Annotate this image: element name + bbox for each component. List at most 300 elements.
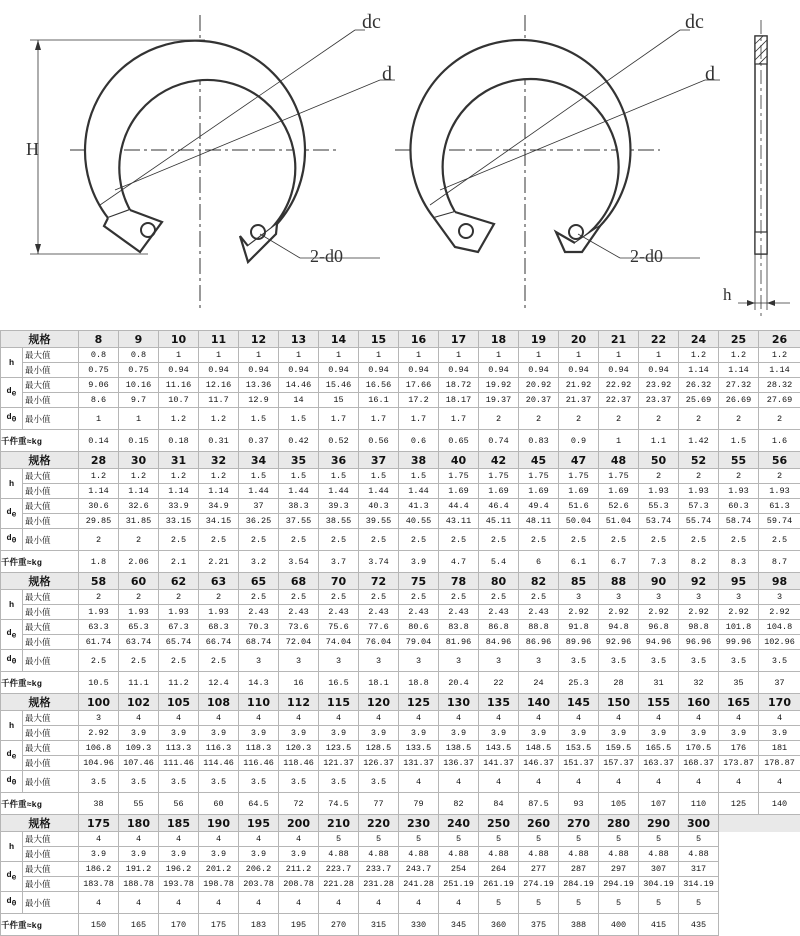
max-label: 最大值 bbox=[23, 711, 79, 726]
empty-cell bbox=[719, 892, 759, 914]
size-cell: 115 bbox=[319, 694, 359, 711]
min-label: 最小值 bbox=[23, 363, 79, 378]
size-cell: 230 bbox=[399, 815, 439, 832]
value-cell: 86.96 bbox=[519, 635, 559, 650]
value-cell: 3.9 bbox=[119, 726, 159, 741]
value-cell: 22.37 bbox=[599, 393, 639, 408]
value-cell: 101.8 bbox=[719, 620, 759, 635]
value-cell: 4 bbox=[359, 892, 399, 914]
value-cell: 46.4 bbox=[479, 499, 519, 514]
value-cell: 1.75 bbox=[519, 469, 559, 484]
value-cell: 0.8 bbox=[119, 348, 159, 363]
size-header-row bbox=[1, 452, 800, 469]
value-cell: 3.5 bbox=[359, 771, 399, 793]
value-cell: 183.78 bbox=[79, 877, 119, 892]
empty-cell bbox=[719, 815, 759, 832]
size-cell: 47 bbox=[559, 452, 599, 469]
value-cell: 91.8 bbox=[559, 620, 599, 635]
size-cell: 195 bbox=[239, 815, 279, 832]
value-cell: 43.11 bbox=[439, 514, 479, 529]
value-cell: 88.8 bbox=[519, 620, 559, 635]
size-cell: 155 bbox=[639, 694, 679, 711]
value-cell: 3 bbox=[759, 590, 800, 605]
h-min-row bbox=[1, 363, 800, 378]
value-cell: 4 bbox=[279, 711, 319, 726]
value-cell: 2.5 bbox=[239, 529, 279, 551]
value-cell: 0.31 bbox=[199, 430, 239, 452]
value-cell: 4.88 bbox=[439, 847, 479, 862]
value-cell: 3.9 bbox=[199, 726, 239, 741]
value-cell: 223.7 bbox=[319, 862, 359, 877]
size-cell: 280 bbox=[599, 815, 639, 832]
value-cell: 183 bbox=[239, 914, 279, 936]
de-min-row bbox=[1, 877, 800, 892]
empty-cell bbox=[719, 877, 759, 892]
value-cell: 83.8 bbox=[439, 620, 479, 635]
value-cell: 0.52 bbox=[319, 430, 359, 452]
size-cell: 26 bbox=[759, 331, 800, 348]
value-cell: 1.75 bbox=[439, 469, 479, 484]
value-cell: 153.5 bbox=[559, 741, 599, 756]
value-cell: 23.92 bbox=[639, 378, 679, 393]
value-cell: 31.85 bbox=[119, 514, 159, 529]
value-cell: 0.75 bbox=[79, 363, 119, 378]
value-cell: 0.94 bbox=[599, 363, 639, 378]
value-cell: 3.9 bbox=[159, 847, 199, 862]
value-cell: 14.3 bbox=[239, 672, 279, 694]
value-cell: 297 bbox=[599, 862, 639, 877]
value-cell: 1.5 bbox=[279, 469, 319, 484]
value-cell: 3 bbox=[719, 590, 759, 605]
value-cell: 5 bbox=[679, 892, 719, 914]
value-cell: 151.37 bbox=[559, 756, 599, 771]
value-cell: 1.2 bbox=[199, 469, 239, 484]
size-cell: 130 bbox=[439, 694, 479, 711]
size-cell: 17 bbox=[439, 331, 479, 348]
value-cell: 72.04 bbox=[279, 635, 319, 650]
size-cell: 58 bbox=[79, 573, 119, 590]
value-cell: 2.21 bbox=[199, 551, 239, 573]
value-cell: 36.25 bbox=[239, 514, 279, 529]
value-cell: 388 bbox=[559, 914, 599, 936]
value-cell: 0.94 bbox=[239, 363, 279, 378]
size-label-cell: 规格 bbox=[1, 452, 79, 469]
h-symbol: h bbox=[1, 832, 23, 862]
size-cell: 200 bbox=[279, 815, 319, 832]
size-cell: 55 bbox=[719, 452, 759, 469]
value-cell: 59.74 bbox=[759, 514, 800, 529]
value-cell: 317 bbox=[679, 862, 719, 877]
value-cell: 4 bbox=[239, 832, 279, 847]
h-max-row bbox=[1, 832, 800, 847]
value-cell: 173.87 bbox=[719, 756, 759, 771]
value-cell: 264 bbox=[479, 862, 519, 877]
size-cell: 92 bbox=[679, 573, 719, 590]
value-cell: 195 bbox=[279, 914, 319, 936]
value-cell: 315 bbox=[359, 914, 399, 936]
side-view bbox=[738, 20, 790, 320]
value-cell: 114.46 bbox=[199, 756, 239, 771]
value-cell: 3.9 bbox=[239, 847, 279, 862]
value-cell: 221.28 bbox=[319, 877, 359, 892]
value-cell: 92.96 bbox=[599, 635, 639, 650]
value-cell: 87.5 bbox=[519, 793, 559, 815]
value-cell: 34.9 bbox=[199, 499, 239, 514]
d0-symbol: $d_0$ bbox=[1, 771, 23, 793]
value-cell: 65.74 bbox=[159, 635, 199, 650]
value-cell: 1.7 bbox=[359, 408, 399, 430]
value-cell: 11.2 bbox=[159, 672, 199, 694]
min-label: 最小值 bbox=[23, 393, 79, 408]
value-cell: 191.2 bbox=[119, 862, 159, 877]
value-cell: 123.5 bbox=[319, 741, 359, 756]
value-cell: 3.9 bbox=[759, 726, 800, 741]
h-min-row bbox=[1, 847, 800, 862]
value-cell: 6 bbox=[519, 551, 559, 573]
value-cell: 0.14 bbox=[79, 430, 119, 452]
value-cell: 4 bbox=[119, 892, 159, 914]
value-cell: 3.5 bbox=[759, 650, 800, 672]
value-cell: 3.9 bbox=[599, 726, 639, 741]
value-cell: 3.9 bbox=[399, 726, 439, 741]
value-cell: 38 bbox=[79, 793, 119, 815]
value-cell: 1.8 bbox=[79, 551, 119, 573]
size-cell: 90 bbox=[639, 573, 679, 590]
value-cell: 1.5 bbox=[359, 469, 399, 484]
value-cell: 3.9 bbox=[519, 726, 559, 741]
value-cell: 203.78 bbox=[239, 877, 279, 892]
min-label: 最小值 bbox=[23, 529, 79, 551]
value-cell: 4 bbox=[519, 711, 559, 726]
value-cell: 345 bbox=[439, 914, 479, 936]
value-cell: 21.37 bbox=[559, 393, 599, 408]
value-cell: 0.9 bbox=[559, 430, 599, 452]
weight-row bbox=[1, 430, 800, 452]
value-cell: 150 bbox=[79, 914, 119, 936]
size-cell: 32 bbox=[199, 452, 239, 469]
value-cell: 12.16 bbox=[199, 378, 239, 393]
value-cell: 1.14 bbox=[159, 484, 199, 499]
value-cell: 170.5 bbox=[679, 741, 719, 756]
value-cell: 3.9 bbox=[359, 726, 399, 741]
size-cell: 30 bbox=[119, 452, 159, 469]
value-cell: 15.46 bbox=[319, 378, 359, 393]
de-symbol: $d_e$ bbox=[1, 620, 23, 650]
size-cell: 175 bbox=[79, 815, 119, 832]
value-cell: 82 bbox=[439, 793, 479, 815]
value-cell: 11.1 bbox=[119, 672, 159, 694]
value-cell: 35 bbox=[719, 672, 759, 694]
size-cell: 25 bbox=[719, 331, 759, 348]
value-cell: 5 bbox=[639, 892, 679, 914]
value-cell: 4.88 bbox=[319, 847, 359, 862]
value-cell: 84.96 bbox=[479, 635, 519, 650]
value-cell: 8.3 bbox=[719, 551, 759, 573]
value-cell: 1.6 bbox=[759, 430, 800, 452]
value-cell: 104.96 bbox=[79, 756, 119, 771]
h-max-row bbox=[1, 469, 800, 484]
value-cell: 360 bbox=[479, 914, 519, 936]
value-cell: 3 bbox=[239, 650, 279, 672]
value-cell: 1.2 bbox=[199, 408, 239, 430]
value-cell: 2.5 bbox=[439, 529, 479, 551]
de-max-row bbox=[1, 499, 800, 514]
value-cell: 22 bbox=[479, 672, 519, 694]
value-cell: 52.6 bbox=[599, 499, 639, 514]
value-cell: 1.5 bbox=[239, 408, 279, 430]
size-cell: 125 bbox=[399, 694, 439, 711]
size-cell: 112 bbox=[279, 694, 319, 711]
value-cell: 18.72 bbox=[439, 378, 479, 393]
value-cell: 1.5 bbox=[239, 469, 279, 484]
value-cell: 79.04 bbox=[399, 635, 439, 650]
value-cell: 1.75 bbox=[559, 469, 599, 484]
size-cell: 185 bbox=[159, 815, 199, 832]
value-cell: 193.78 bbox=[159, 877, 199, 892]
min-label: 最小值 bbox=[23, 605, 79, 620]
empty-cell bbox=[759, 847, 800, 862]
max-label: 最大值 bbox=[23, 741, 79, 756]
value-cell: 304.19 bbox=[639, 877, 679, 892]
value-cell: 65.3 bbox=[119, 620, 159, 635]
value-cell: 0.94 bbox=[639, 363, 679, 378]
value-cell: 3 bbox=[399, 650, 439, 672]
de-min-row bbox=[1, 635, 800, 650]
value-cell: 330 bbox=[399, 914, 439, 936]
value-cell: 1.2 bbox=[159, 408, 199, 430]
value-cell: 3.5 bbox=[719, 650, 759, 672]
value-cell: 3.5 bbox=[119, 771, 159, 793]
value-cell: 11.16 bbox=[159, 378, 199, 393]
value-cell: 201.2 bbox=[199, 862, 239, 877]
value-cell: 206.2 bbox=[239, 862, 279, 877]
value-cell: 2 bbox=[119, 590, 159, 605]
value-cell: 2.5 bbox=[479, 590, 519, 605]
size-cell: 180 bbox=[119, 815, 159, 832]
value-cell: 0.94 bbox=[199, 363, 239, 378]
value-cell: 4.88 bbox=[639, 847, 679, 862]
value-cell: 16.1 bbox=[359, 393, 399, 408]
size-cell: 78 bbox=[439, 573, 479, 590]
d0-symbol: $d_0$ bbox=[1, 650, 23, 672]
value-cell: 1.93 bbox=[679, 484, 719, 499]
value-cell: 86.8 bbox=[479, 620, 519, 635]
value-cell: 2.43 bbox=[479, 605, 519, 620]
empty-cell bbox=[759, 815, 800, 832]
value-cell: 165.5 bbox=[639, 741, 679, 756]
size-cell: 240 bbox=[439, 815, 479, 832]
size-cell: 85 bbox=[559, 573, 599, 590]
value-cell: 5 bbox=[599, 832, 639, 847]
size-cell: 120 bbox=[359, 694, 399, 711]
value-cell: 1.69 bbox=[519, 484, 559, 499]
value-cell: 1.14 bbox=[199, 484, 239, 499]
value-cell: 26.32 bbox=[679, 378, 719, 393]
value-cell: 2.5 bbox=[639, 529, 679, 551]
value-cell: 74.5 bbox=[319, 793, 359, 815]
value-cell: 19.37 bbox=[479, 393, 519, 408]
value-cell: 5 bbox=[559, 892, 599, 914]
value-cell: 3.5 bbox=[679, 650, 719, 672]
size-cell: 56 bbox=[759, 452, 800, 469]
value-cell: 168.37 bbox=[679, 756, 719, 771]
value-cell: 2.5 bbox=[319, 529, 359, 551]
value-cell: 2 bbox=[479, 408, 519, 430]
value-cell: 121.37 bbox=[319, 756, 359, 771]
value-cell: 188.78 bbox=[119, 877, 159, 892]
value-cell: 2.5 bbox=[679, 529, 719, 551]
value-cell: 3 bbox=[359, 650, 399, 672]
value-cell: 133.5 bbox=[399, 741, 439, 756]
value-cell: 3.5 bbox=[199, 771, 239, 793]
weight-row bbox=[1, 914, 800, 936]
value-cell: 2.43 bbox=[279, 605, 319, 620]
value-cell: 51.6 bbox=[559, 499, 599, 514]
empty-cell bbox=[759, 832, 800, 847]
value-cell: 107 bbox=[639, 793, 679, 815]
size-cell: 102 bbox=[119, 694, 159, 711]
h-min-row bbox=[1, 605, 800, 620]
value-cell: 415 bbox=[639, 914, 679, 936]
value-cell: 2.92 bbox=[759, 605, 800, 620]
value-cell: 1.14 bbox=[119, 484, 159, 499]
value-cell: 3 bbox=[319, 650, 359, 672]
value-cell: 107.46 bbox=[119, 756, 159, 771]
label-d0-right: 2-d0 bbox=[630, 246, 663, 266]
value-cell: 55 bbox=[119, 793, 159, 815]
value-cell: 2.5 bbox=[359, 529, 399, 551]
value-cell: 176 bbox=[719, 741, 759, 756]
value-cell: 163.37 bbox=[639, 756, 679, 771]
value-cell: 3.9 bbox=[159, 726, 199, 741]
value-cell: 67.3 bbox=[159, 620, 199, 635]
value-cell: 2.43 bbox=[439, 605, 479, 620]
value-cell: 2.92 bbox=[639, 605, 679, 620]
de-min-row bbox=[1, 514, 800, 529]
value-cell: 1.69 bbox=[439, 484, 479, 499]
value-cell: 20.92 bbox=[519, 378, 559, 393]
value-cell: 178.87 bbox=[759, 756, 800, 771]
value-cell: 32 bbox=[679, 672, 719, 694]
value-cell: 2.43 bbox=[239, 605, 279, 620]
value-cell: 4 bbox=[79, 832, 119, 847]
value-cell: 4 bbox=[359, 711, 399, 726]
value-cell: 1.69 bbox=[559, 484, 599, 499]
size-cell: 50 bbox=[639, 452, 679, 469]
h-max-row bbox=[1, 590, 800, 605]
value-cell: 1.2 bbox=[719, 348, 759, 363]
value-cell: 143.5 bbox=[479, 741, 519, 756]
value-cell: 2 bbox=[719, 469, 759, 484]
value-cell: 4 bbox=[199, 711, 239, 726]
value-cell: 0.56 bbox=[359, 430, 399, 452]
value-cell: 1.14 bbox=[719, 363, 759, 378]
value-cell: 18.8 bbox=[399, 672, 439, 694]
value-cell: 0.15 bbox=[119, 430, 159, 452]
value-cell: 165 bbox=[119, 914, 159, 936]
value-cell: 375 bbox=[519, 914, 559, 936]
size-cell: 36 bbox=[319, 452, 359, 469]
label-d-left: d bbox=[382, 63, 392, 85]
value-cell: 1 bbox=[559, 348, 599, 363]
value-cell: 261.19 bbox=[479, 877, 519, 892]
value-cell: 4.7 bbox=[439, 551, 479, 573]
weight-label: 千件重≈kg bbox=[1, 672, 79, 694]
size-header-row bbox=[1, 815, 800, 832]
value-cell: 110 bbox=[679, 793, 719, 815]
value-cell: 1 bbox=[119, 408, 159, 430]
value-cell: 1.7 bbox=[439, 408, 479, 430]
value-cell: 2.5 bbox=[159, 529, 199, 551]
h-symbol: h bbox=[1, 469, 23, 499]
size-cell: 165 bbox=[719, 694, 759, 711]
value-cell: 0.6 bbox=[399, 430, 439, 452]
max-label: 最大值 bbox=[23, 469, 79, 484]
value-cell: 120.3 bbox=[279, 741, 319, 756]
size-cell: 95 bbox=[719, 573, 759, 590]
max-label: 最大值 bbox=[23, 348, 79, 363]
value-cell: 30.6 bbox=[79, 499, 119, 514]
spec-table bbox=[0, 330, 800, 936]
value-cell: 2 bbox=[599, 408, 639, 430]
value-cell: 4 bbox=[279, 832, 319, 847]
value-cell: 61.74 bbox=[79, 635, 119, 650]
size-cell: 12 bbox=[239, 331, 279, 348]
value-cell: 1 bbox=[599, 430, 639, 452]
value-cell: 2 bbox=[199, 590, 239, 605]
value-cell: 1 bbox=[199, 348, 239, 363]
value-cell: 8.2 bbox=[679, 551, 719, 573]
value-cell: 81.96 bbox=[439, 635, 479, 650]
value-cell: 27.69 bbox=[759, 393, 800, 408]
value-cell: 186.2 bbox=[79, 862, 119, 877]
value-cell: 2.5 bbox=[199, 529, 239, 551]
value-cell: 28.32 bbox=[759, 378, 800, 393]
value-cell: 17.2 bbox=[399, 393, 439, 408]
value-cell: 2 bbox=[559, 408, 599, 430]
value-cell: 1.93 bbox=[119, 605, 159, 620]
d0-min-row bbox=[1, 650, 800, 672]
value-cell: 1 bbox=[79, 408, 119, 430]
value-cell: 3.74 bbox=[359, 551, 399, 573]
empty-cell bbox=[719, 832, 759, 847]
value-cell: 20.37 bbox=[519, 393, 559, 408]
value-cell: 1.2 bbox=[119, 469, 159, 484]
value-cell: 45.11 bbox=[479, 514, 519, 529]
size-cell: 160 bbox=[679, 694, 719, 711]
value-cell: 72 bbox=[279, 793, 319, 815]
value-cell: 60 bbox=[199, 793, 239, 815]
value-cell: 0.94 bbox=[559, 363, 599, 378]
value-cell: 2.1 bbox=[159, 551, 199, 573]
value-cell: 68.74 bbox=[239, 635, 279, 650]
value-cell: 4 bbox=[479, 771, 519, 793]
size-cell: 15 bbox=[359, 331, 399, 348]
value-cell: 29.85 bbox=[79, 514, 119, 529]
value-cell: 1.75 bbox=[479, 469, 519, 484]
value-cell: 2.5 bbox=[319, 590, 359, 605]
value-cell: 4 bbox=[639, 771, 679, 793]
size-cell: 72 bbox=[359, 573, 399, 590]
value-cell: 314.19 bbox=[679, 877, 719, 892]
size-cell: 40 bbox=[439, 452, 479, 469]
value-cell: 111.46 bbox=[159, 756, 199, 771]
value-cell: 1.93 bbox=[719, 484, 759, 499]
value-cell: 4.88 bbox=[479, 847, 519, 862]
size-cell: 16 bbox=[399, 331, 439, 348]
value-cell: 4 bbox=[399, 771, 439, 793]
min-label: 最小值 bbox=[23, 756, 79, 771]
